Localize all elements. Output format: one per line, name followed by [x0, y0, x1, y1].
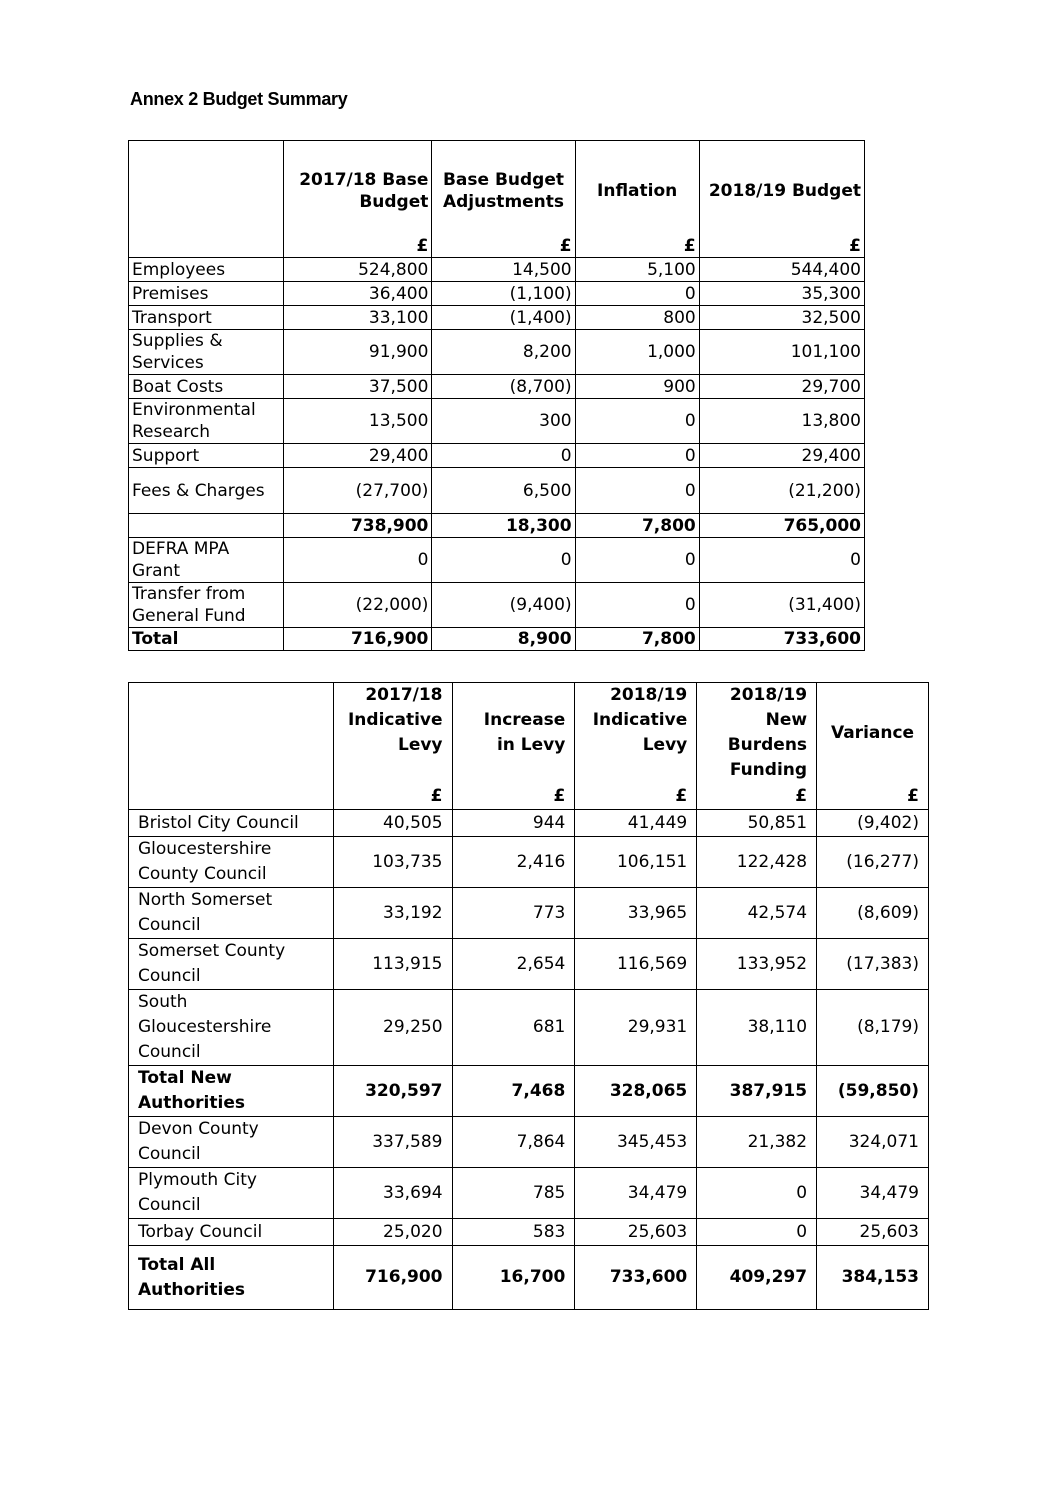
- header-cell: 2018/19 Budget: [699, 141, 864, 236]
- header-cell: Inflation: [575, 141, 699, 236]
- row-label: Plymouth City Council: [129, 1168, 334, 1219]
- value-cell: (31,400): [699, 583, 864, 628]
- table-row: [129, 1168, 929, 1219]
- value-cell: 16,700: [452, 1246, 575, 1310]
- value-cell: (59,850): [817, 1066, 929, 1117]
- value-cell: (27,700): [284, 468, 432, 514]
- value-cell: 0: [697, 1219, 817, 1246]
- value-cell: 524,800: [284, 258, 432, 282]
- value-cell: 0: [575, 538, 699, 583]
- table-row: [129, 1246, 929, 1310]
- value-cell: 29,250: [333, 990, 452, 1066]
- value-cell: 409,297: [697, 1246, 817, 1310]
- value-cell: 42,574: [697, 888, 817, 939]
- value-cell: 0: [575, 468, 699, 514]
- value-cell: 320,597: [333, 1066, 452, 1117]
- value-cell: 0: [697, 1168, 817, 1219]
- value-cell: 25,020: [333, 1219, 452, 1246]
- value-cell: 38,110: [697, 990, 817, 1066]
- currency-cell: £: [432, 235, 575, 258]
- value-cell: 113,915: [333, 939, 452, 990]
- value-cell: (8,609): [817, 888, 929, 939]
- value-cell: 34,479: [817, 1168, 929, 1219]
- row-label: Environmental Research: [129, 399, 284, 444]
- value-cell: 1,000: [575, 330, 699, 375]
- value-cell: 41,449: [575, 810, 697, 837]
- value-cell: 8,200: [432, 330, 575, 375]
- currency-cell: £: [284, 235, 432, 258]
- value-cell: 6,500: [432, 468, 575, 514]
- value-cell: (22,000): [284, 583, 432, 628]
- row-label: DEFRA MPA Grant: [129, 538, 284, 583]
- value-cell: 900: [575, 375, 699, 399]
- value-cell: (16,277): [817, 837, 929, 888]
- table-row: [129, 468, 865, 514]
- row-label: Total All Authorities: [129, 1246, 334, 1310]
- header-cell: 2017/18 Indicative Levy: [333, 683, 452, 784]
- value-cell: 37,500: [284, 375, 432, 399]
- row-label: Total: [129, 628, 284, 651]
- value-cell: 583: [452, 1219, 575, 1246]
- header-cell: Base Budget Adjustments: [432, 141, 575, 236]
- value-cell: (21,200): [699, 468, 864, 514]
- table-row: [129, 888, 929, 939]
- row-label: Boat Costs: [129, 375, 284, 399]
- value-cell: (1,400): [432, 306, 575, 330]
- table-row: [129, 258, 865, 282]
- row-label: [129, 514, 284, 538]
- value-cell: 7,800: [575, 628, 699, 651]
- header-cell: Variance: [817, 683, 929, 784]
- value-cell: 33,965: [575, 888, 697, 939]
- currency-cell: £: [575, 235, 699, 258]
- value-cell: 40,505: [333, 810, 452, 837]
- value-cell: 21,382: [697, 1117, 817, 1168]
- header-cell: [129, 141, 284, 236]
- row-label: Fees & Charges: [129, 468, 284, 514]
- value-cell: (9,402): [817, 810, 929, 837]
- table-row: [129, 583, 865, 628]
- value-cell: 328,065: [575, 1066, 697, 1117]
- levy-table: [128, 682, 929, 1310]
- value-cell: 0: [284, 538, 432, 583]
- value-cell: 773: [452, 888, 575, 939]
- value-cell: 0: [699, 538, 864, 583]
- header-row: [129, 683, 929, 784]
- value-cell: 0: [575, 282, 699, 306]
- page-title: Annex 2 Budget Summary: [130, 89, 348, 109]
- value-cell: 29,400: [699, 444, 864, 468]
- value-cell: 13,500: [284, 399, 432, 444]
- row-label: North Somerset Council: [129, 888, 334, 939]
- value-cell: 5,100: [575, 258, 699, 282]
- value-cell: 91,900: [284, 330, 432, 375]
- row-label: Bristol City Council: [129, 810, 334, 837]
- header-cell: [129, 683, 334, 784]
- value-cell: 2,416: [452, 837, 575, 888]
- currency-cell: [129, 235, 284, 258]
- value-cell: 33,100: [284, 306, 432, 330]
- table-row: [129, 628, 865, 651]
- table-row: [129, 444, 865, 468]
- row-label: Gloucestershire County Council: [129, 837, 334, 888]
- value-cell: 13,800: [699, 399, 864, 444]
- row-label: Transport: [129, 306, 284, 330]
- row-label: Premises: [129, 282, 284, 306]
- value-cell: 785: [452, 1168, 575, 1219]
- value-cell: 733,600: [575, 1246, 697, 1310]
- value-cell: 716,900: [333, 1246, 452, 1310]
- value-cell: 0: [575, 444, 699, 468]
- row-label: Employees: [129, 258, 284, 282]
- value-cell: (1,100): [432, 282, 575, 306]
- value-cell: 300: [432, 399, 575, 444]
- value-cell: 34,479: [575, 1168, 697, 1219]
- value-cell: 0: [432, 444, 575, 468]
- value-cell: 103,735: [333, 837, 452, 888]
- currency-cell: £: [333, 783, 452, 810]
- value-cell: 681: [452, 990, 575, 1066]
- currency-cell: £: [697, 783, 817, 810]
- value-cell: (8,179): [817, 990, 929, 1066]
- value-cell: 337,589: [333, 1117, 452, 1168]
- value-cell: 25,603: [817, 1219, 929, 1246]
- header-cell: 2018/19 New Burdens Funding: [697, 683, 817, 784]
- value-cell: 133,952: [697, 939, 817, 990]
- header-row: [129, 141, 865, 236]
- value-cell: 50,851: [697, 810, 817, 837]
- value-cell: 116,569: [575, 939, 697, 990]
- value-cell: 0: [432, 538, 575, 583]
- value-cell: 738,900: [284, 514, 432, 538]
- value-cell: 944: [452, 810, 575, 837]
- value-cell: 544,400: [699, 258, 864, 282]
- row-label: Transfer from General Fund: [129, 583, 284, 628]
- currency-row: [129, 783, 929, 810]
- value-cell: 29,931: [575, 990, 697, 1066]
- currency-cell: £: [699, 235, 864, 258]
- currency-cell: [129, 783, 334, 810]
- table-row: [129, 1117, 929, 1168]
- table-row: [129, 1219, 929, 1246]
- table-row: [129, 514, 865, 538]
- value-cell: 33,694: [333, 1168, 452, 1219]
- value-cell: (17,383): [817, 939, 929, 990]
- value-cell: 122,428: [697, 837, 817, 888]
- header-cell: 2017/18 Base Budget: [284, 141, 432, 236]
- currency-cell: £: [575, 783, 697, 810]
- value-cell: 106,151: [575, 837, 697, 888]
- table-row: [129, 939, 929, 990]
- value-cell: 345,453: [575, 1117, 697, 1168]
- value-cell: 7,800: [575, 514, 699, 538]
- table-row: [129, 837, 929, 888]
- row-label: Torbay Council: [129, 1219, 334, 1246]
- table-row: [129, 330, 865, 375]
- row-label: Somerset County Council: [129, 939, 334, 990]
- value-cell: 324,071: [817, 1117, 929, 1168]
- value-cell: 29,400: [284, 444, 432, 468]
- value-cell: 14,500: [432, 258, 575, 282]
- value-cell: 25,603: [575, 1219, 697, 1246]
- row-label: Devon County Council: [129, 1117, 334, 1168]
- currency-cell: £: [452, 783, 575, 810]
- value-cell: 800: [575, 306, 699, 330]
- row-label: Support: [129, 444, 284, 468]
- value-cell: 33,192: [333, 888, 452, 939]
- value-cell: 733,600: [699, 628, 864, 651]
- value-cell: 384,153: [817, 1246, 929, 1310]
- table-row: [129, 810, 929, 837]
- currency-cell: £: [817, 783, 929, 810]
- row-label: Supplies & Services: [129, 330, 284, 375]
- value-cell: 18,300: [432, 514, 575, 538]
- table-row: [129, 306, 865, 330]
- value-cell: 32,500: [699, 306, 864, 330]
- table-row: [129, 399, 865, 444]
- value-cell: 29,700: [699, 375, 864, 399]
- value-cell: 387,915: [697, 1066, 817, 1117]
- value-cell: 7,864: [452, 1117, 575, 1168]
- value-cell: 7,468: [452, 1066, 575, 1117]
- row-label: Total New Authorities: [129, 1066, 334, 1117]
- value-cell: (8,700): [432, 375, 575, 399]
- table-row: [129, 375, 865, 399]
- row-label: South Gloucestershire Council: [129, 990, 334, 1066]
- table-row: [129, 990, 929, 1066]
- value-cell: 8,900: [432, 628, 575, 651]
- value-cell: 36,400: [284, 282, 432, 306]
- value-cell: 2,654: [452, 939, 575, 990]
- value-cell: 0: [575, 583, 699, 628]
- table-row: [129, 538, 865, 583]
- header-cell: 2018/19 Indicative Levy: [575, 683, 697, 784]
- value-cell: 765,000: [699, 514, 864, 538]
- currency-row: [129, 235, 865, 258]
- value-cell: 0: [575, 399, 699, 444]
- value-cell: 101,100: [699, 330, 864, 375]
- value-cell: 35,300: [699, 282, 864, 306]
- header-cell: Increase in Levy: [452, 683, 575, 784]
- table-row: [129, 282, 865, 306]
- value-cell: 716,900: [284, 628, 432, 651]
- table-row: [129, 1066, 929, 1117]
- budget-summary-table: [128, 140, 865, 651]
- value-cell: (9,400): [432, 583, 575, 628]
